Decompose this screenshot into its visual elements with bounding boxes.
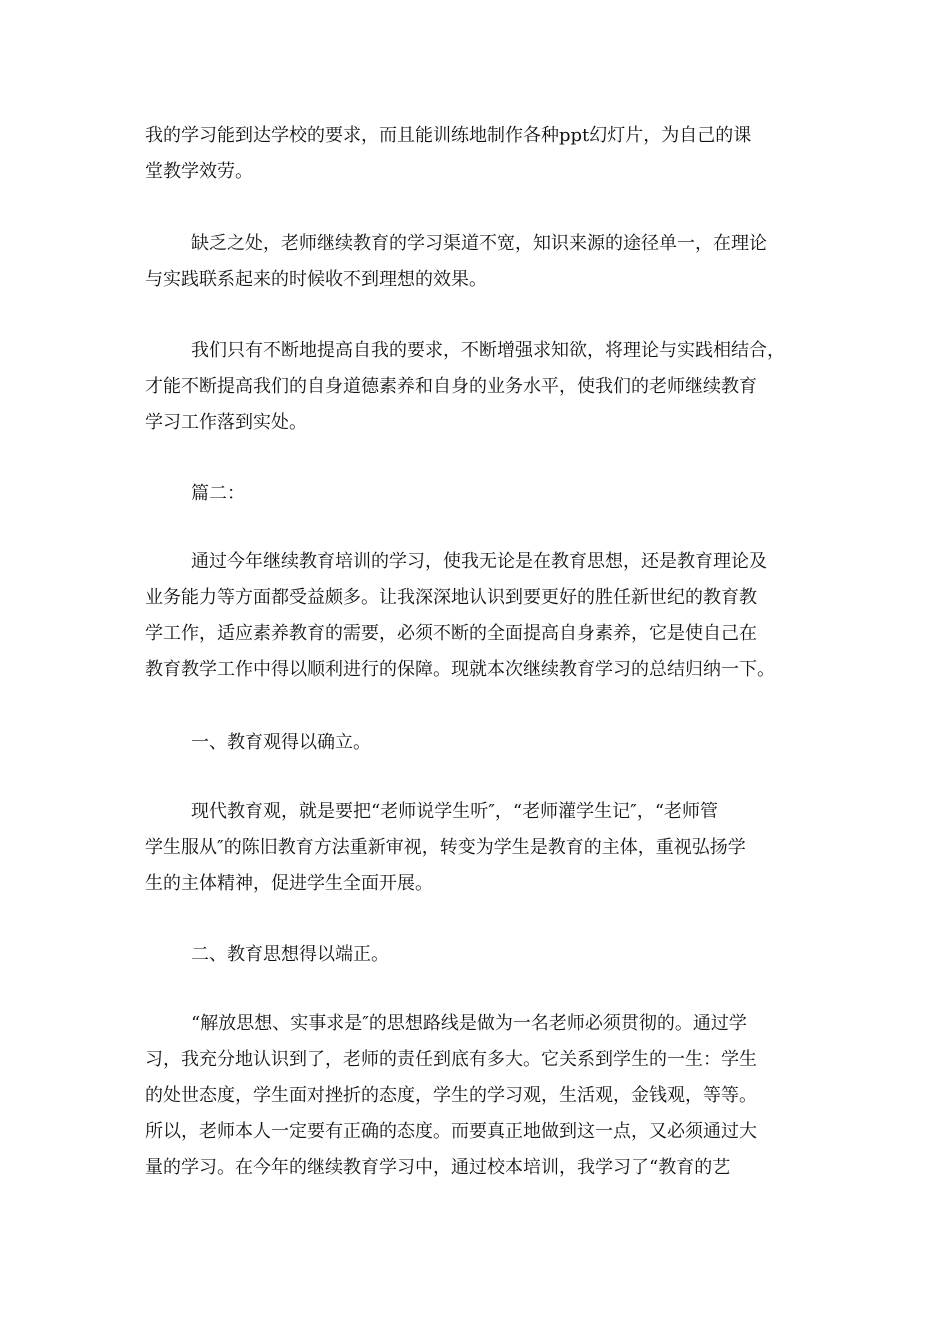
paragraph-modern-education-view [145, 794, 825, 902]
text-line: 学习工作落到实处。 [145, 412, 307, 433]
text-line: 与实践联系起来的时候收不到理想的效果。 [145, 269, 487, 290]
text-line: 的处世态度，学生面对挫折的态度，学生的学习观，生活观，金钱观，等等。 [145, 1085, 757, 1106]
text-line: “解放思想、实事求是″的思想路线是做为一名老师必须贯彻的。通过学 [191, 1013, 747, 1034]
section-heading-part-two [145, 476, 825, 512]
paragraph-emancipate-mind [145, 1006, 825, 1186]
paragraph-training-summary [145, 544, 825, 688]
text-line: 现代教育观，就是要把“老师说学生听″，“老师灌学生记″，“老师管 [191, 801, 719, 822]
text-line: 学工作，适应素养教育的需要，必须不断的全面提高自身素养，它是使自己在 [145, 623, 757, 644]
text-line: 生的主体精神，促进学生全面开展。 [145, 873, 433, 894]
text-line: 所以，老师本人一定要有正确的态度。而要真正地做到这一点，又必须通过大 [145, 1121, 757, 1142]
text-line: 通过今年继续教育培训的学习，使我无论是在教育思想，还是教育理论及 [191, 551, 767, 572]
text-line: 我的学习能到达学校的要求，而且能训练地制作各种ppt幻灯片，为自己的课 [145, 125, 752, 146]
text-line: 缺乏之处，老师继续教育的学习渠道不宽，知识来源的途径单一，在理论 [191, 233, 767, 254]
paragraph-self-improvement [145, 333, 825, 441]
text-line: 二、教育思想得以端正。 [191, 944, 389, 965]
subheading-education-view [145, 725, 825, 761]
text-line: 堂教学效劳。 [145, 161, 253, 182]
text-line: 我们只有不断地提高自我的要求，不断增强求知欲，将理论与实践相结合， [191, 340, 785, 361]
text-line: 一、教育观得以确立。 [191, 732, 371, 753]
subheading-education-thought [145, 937, 825, 973]
text-line: 才能不断提高我们的自身道德素养和自身的业务水平，使我们的老师继续教育 [145, 376, 757, 397]
text-line: 量的学习。在今年的继续教育学习中，通过校本培训，我学习了“教育的艺 [145, 1157, 731, 1178]
text-line: 篇二： [191, 483, 245, 504]
text-line: 业务能力等方面都受益颇多。让我深深地认识到要更好的胜任新世纪的教育教 [145, 587, 757, 608]
text-line: 教育教学工作中得以顺利进行的保障。现就本次继续教育学习的总结归纳一下。 [145, 659, 775, 680]
text-line: 学生服从″的陈旧教育方法重新审视，转变为学生是教育的主体，重视弘扬学 [145, 837, 746, 858]
paragraph-shortcomings [145, 226, 825, 298]
paragraph-study-requirements [145, 118, 825, 190]
text-line: 习，我充分地认识到了，老师的责任到底有多大。它关系到学生的一生：学生 [145, 1049, 757, 1070]
